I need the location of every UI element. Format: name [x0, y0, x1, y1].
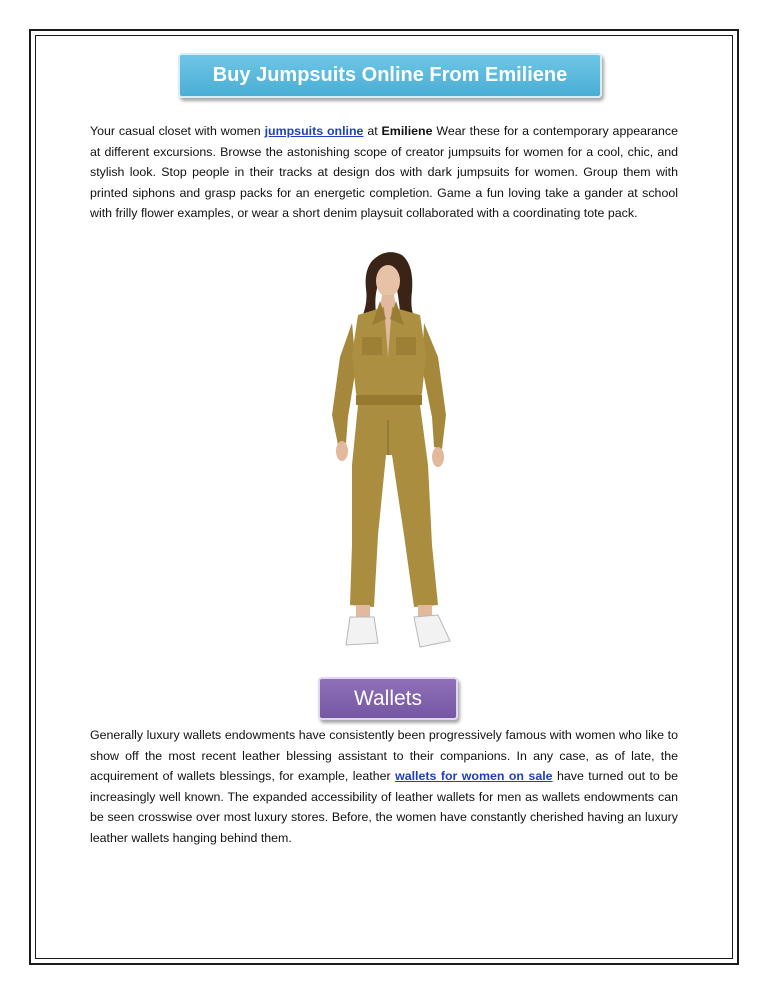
wallets-paragraph: [90, 725, 678, 848]
jumpsuit-model-photo: [300, 245, 476, 661]
intro-text-3: Wear these for a contemporary appearance at different excursions. Browse the astonishing scope of creator jumpsuits for women for a cool, chic, and stylish look. Stop people in their tracks at design dos with dark jumpsuits for women. Group them with printed siphons and grasp packs for an energetic completion. Game a fun loving take a gander at school with frilly flower examples, or wear a short denim playsuit collaborated with a coordinating tote pack.: [90, 124, 679, 220]
wallets-text-1: Generally luxury wallets endowments have consistently been progressively famous with women who like to show off the most recent leather blessing assistant to their companions. In any case, as of late, the acquirement of wallets blessings, for example, leather: [90, 728, 678, 783]
wallets-for-women-link[interactable]: wallets for women on sale: [395, 769, 553, 783]
page-title-banner: [178, 53, 602, 98]
jumpsuits-online-link[interactable]: jumpsuits online: [264, 124, 364, 138]
page-title: Buy Jumpsuits Online From Emiliene: [212, 64, 568, 86]
wallets-text-2: have turned out to be increasingly well known. The expanded accessibility of leather wallets for men as wallets endowments can be seen crosswise over most luxury stores. Before, the women have constantly cherished having an luxury leather wallets hanging behind them.: [90, 769, 678, 845]
wallets-section-title: Wallets: [353, 686, 423, 710]
brand-name: Emiliene: [381, 124, 433, 138]
intro-text-1: Your casual closet with women: [90, 124, 265, 138]
intro-text-2: at: [363, 124, 382, 138]
intro-paragraph: [90, 121, 678, 224]
wallets-section-banner: [318, 677, 458, 720]
